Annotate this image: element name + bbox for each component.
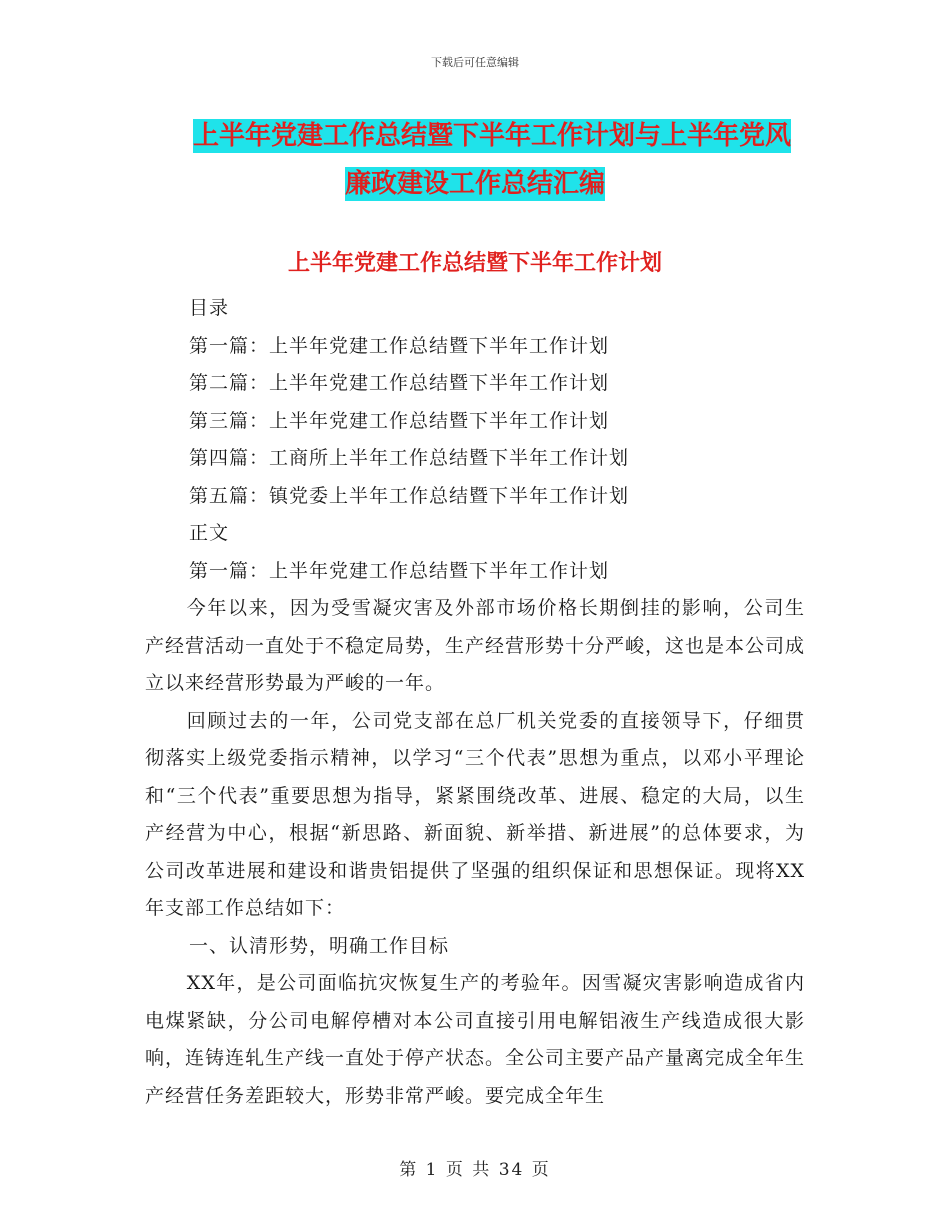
chapter-title: 第一篇：上半年党建工作总结暨下半年工作计划 <box>189 559 610 582</box>
main-title-line2 <box>145 160 805 208</box>
paragraph: 今年以来，因为受雪凝灾害及外部市场价格长期倒挂的影响，公司生产经营活动一直处于不稳定局势，生产经营形势十分严峻，这也是本公司成立以来经营形势最为严峻的一年。 <box>145 597 806 694</box>
body-label: 正文 <box>189 522 230 544</box>
paragraph: XX年，是公司面临抗灾恢复生产的考验年。因雪凝灾害影响造成省内电煤紧缺，分公司电解停槽对本公司直接引用电解铝液生产线造成很大影响，连铸连轧生产线一直处于停产状态。全公司主要产品产量离完成全年生产经营任务差距较大，形势非常严峻。要完成全年生 <box>145 972 806 1107</box>
toc-item: 第四篇：工商所上半年工作总结暨下半年工作计划 <box>189 447 630 469</box>
toc-item: 第三篇：上半年党建工作总结暨下半年工作计划 <box>189 409 610 432</box>
toc-item: 第二篇：上半年党建工作总结暨下半年工作计划 <box>189 372 610 394</box>
main-title-line1-text: 上半年党建工作总结暨下半年工作计划与上半年党风 <box>193 121 792 151</box>
toc-item: 第一篇：上半年党建工作总结暨下半年工作计划 <box>189 334 610 357</box>
section-title: 上半年党建工作总结暨下半年工作计划 <box>287 251 662 276</box>
paragraph: 回顾过去的一年，公司党支部在总厂机关党委的直接领导下，仔细贯彻落实上级党委指示精神，以学习“三个代表”思想为重点，以邓小平理论和“三个代表”重要思想为指导，紧紧围绕改革、进展、稳定的大局，以生产经营为中心，根据“新思路、新面貌、新举措、新进展”的总体要求，为公司改革进展和建设和谐贵铝提供了坚强的组织保证和思想保证。现将XX年支部工作总结如下： <box>145 709 805 919</box>
main-title <box>145 112 805 208</box>
toc-heading: 目录 <box>189 297 230 319</box>
document-body <box>145 290 805 1115</box>
subheading: 一、认清形势，明确工作目标 <box>189 934 450 957</box>
page-footer: 第 1 页 共 34 页 <box>399 1160 551 1180</box>
header-note: 下载后可任意编辑 <box>431 56 519 69</box>
toc-item: 第五篇：镇党委上半年工作总结暨下半年工作计划 <box>189 484 630 507</box>
main-title-line1 <box>145 112 805 160</box>
main-title-line2-text: 廉政建设工作总结汇编 <box>344 169 605 199</box>
